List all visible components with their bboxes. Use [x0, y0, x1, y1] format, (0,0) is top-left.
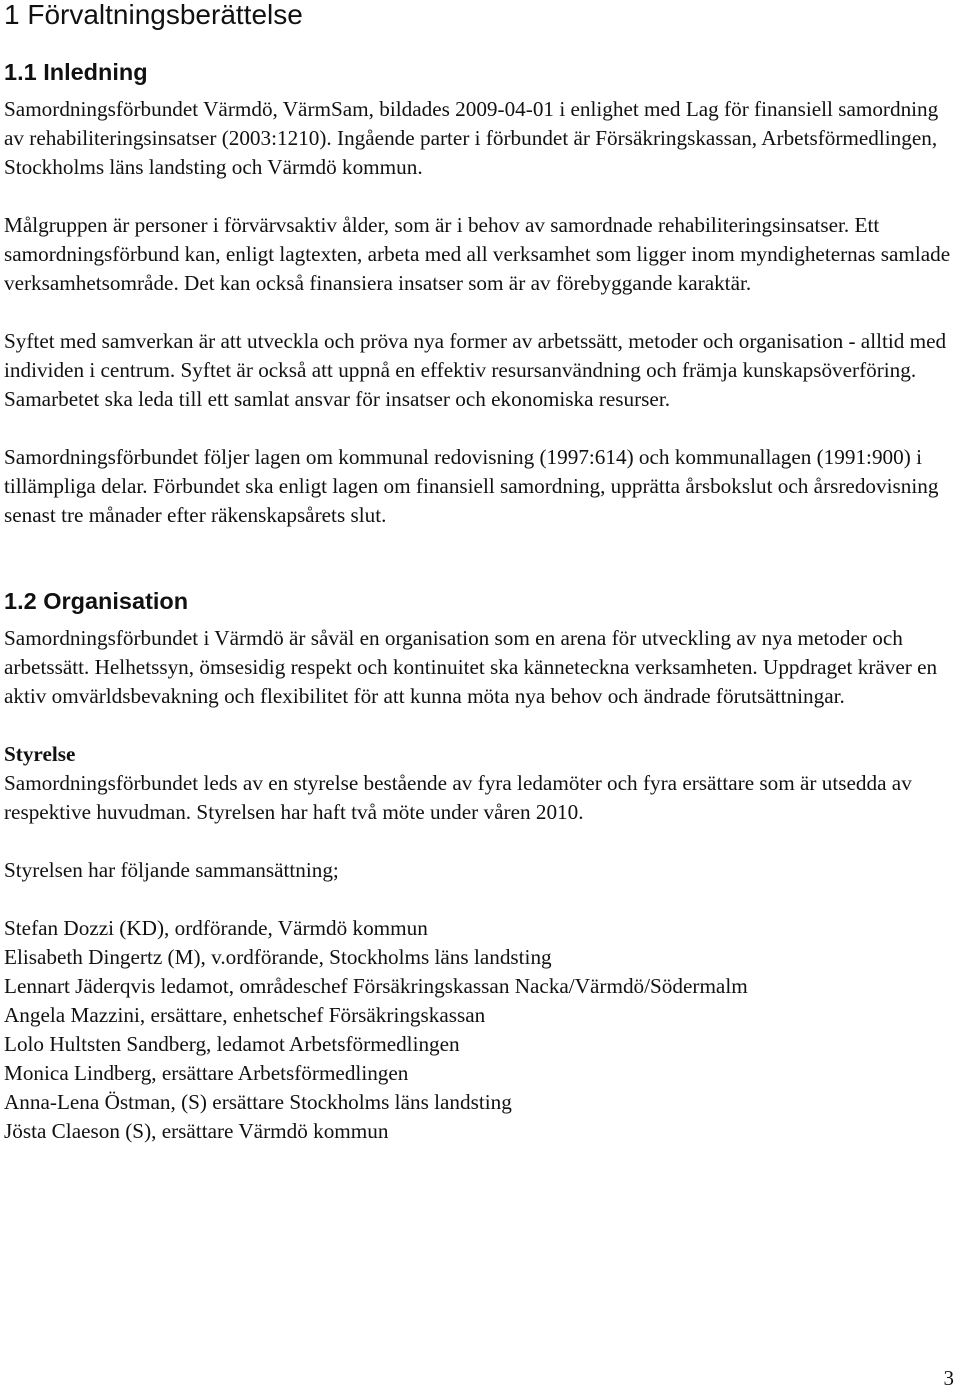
board-member: Stefan Dozzi (KD), ordförande, Värmdö kommun [4, 916, 428, 940]
composition-intro: Styrelsen har följande sammansättning; [4, 858, 339, 882]
board-member: Monica Lindberg, ersättare Arbetsförmedlingen [4, 1061, 409, 1085]
page-number: 3 [943, 1366, 954, 1390]
paragraph-inledning-2: Målgruppen är personer i förvärvsaktiv ålder, som är i behov av samordnade rehabiliteringsinsatser. Ett samordningsförbund kan, enligt lagtexten, arbeta med all verksamhet som ligger inom myndigheternas samlade verksamhetsområde. Det kan också finansiera insatser som är av förebyggande karaktär. [4, 213, 951, 295]
board-member: Anna-Lena Östman, (S) ersättare Stockholms läns landsting [4, 1090, 512, 1114]
section-heading-inledning: 1.1 Inledning [4, 59, 148, 85]
document-page [4, 0, 954, 1146]
board-member: Lolo Hultsten Sandberg, ledamot Arbetsförmedlingen [4, 1032, 460, 1056]
board-heading: Styrelse [4, 742, 76, 766]
paragraph-inledning-3: Syftet med samverkan är att utveckla och pröva nya former av arbetssätt, metoder och organisation - alltid med individen i centrum. Syftet är också att uppnå en effektiv resursanvändning och främja kunskapsöverföring. Samarbetet ska leda till ett samlat ansvar för insatser och ekonomiska resurser. [4, 329, 947, 411]
paragraph-board: Samordningsförbundet leds av en styrelse bestående av fyra ledamöter och fyra ersättare som är utsedda av respektive huvudman. Styrelsen har haft två möte under våren 2010. [4, 771, 912, 824]
board-member: Jösta Claeson (S), ersättare Värmdö kommun [4, 1119, 389, 1143]
board-member: Elisabeth Dingertz (M), v.ordförande, Stockholms läns landsting [4, 945, 552, 969]
chapter-heading: 1 Förvaltningsberättelse [4, 0, 303, 30]
board-member: Angela Mazzini, ersättare, enhetschef Försäkringskassan [4, 1003, 486, 1027]
paragraph-organisation: Samordningsförbundet i Värmdö är såväl en organisation som en arena för utveckling av nya metoder och arbetssätt. Helhetssyn, ömsesidig respekt och kontinuitet ska känneteckna verksamheten. Uppdraget kräver en aktiv omvärldsbevakning och flexibilitet för att kunna möta nya behov och ändrade förutsättningar. [4, 626, 938, 708]
paragraph-inledning-4: Samordningsförbundet följer lagen om kommunal redovisning (1997:614) och kommunallagen (1991:900) i tillämpliga delar. Förbundet ska enligt lagen om finansiell samordning, upprätta årsbokslut och årsredovisning senast tre månader efter räkenskapsårets slut. [4, 445, 939, 527]
board-member: Lennart Jäderqvis ledamot, områdeschef Försäkringskassan Nacka/Värmdö/Södermalm [4, 974, 748, 998]
section-heading-organisation: 1.2 Organisation [4, 588, 189, 614]
board-member-list [4, 914, 954, 1146]
paragraph-inledning-1: Samordningsförbundet Värmdö, VärmSam, bildades 2009-04-01 i enlighet med Lag för finansiell samordning av rehabiliteringsinsatser (2003:1210). Ingående parter i förbundet är Försäkringskassan, Arbetsförmedlingen, Stockholms läns landsting och Värmdö kommun. [4, 97, 939, 179]
